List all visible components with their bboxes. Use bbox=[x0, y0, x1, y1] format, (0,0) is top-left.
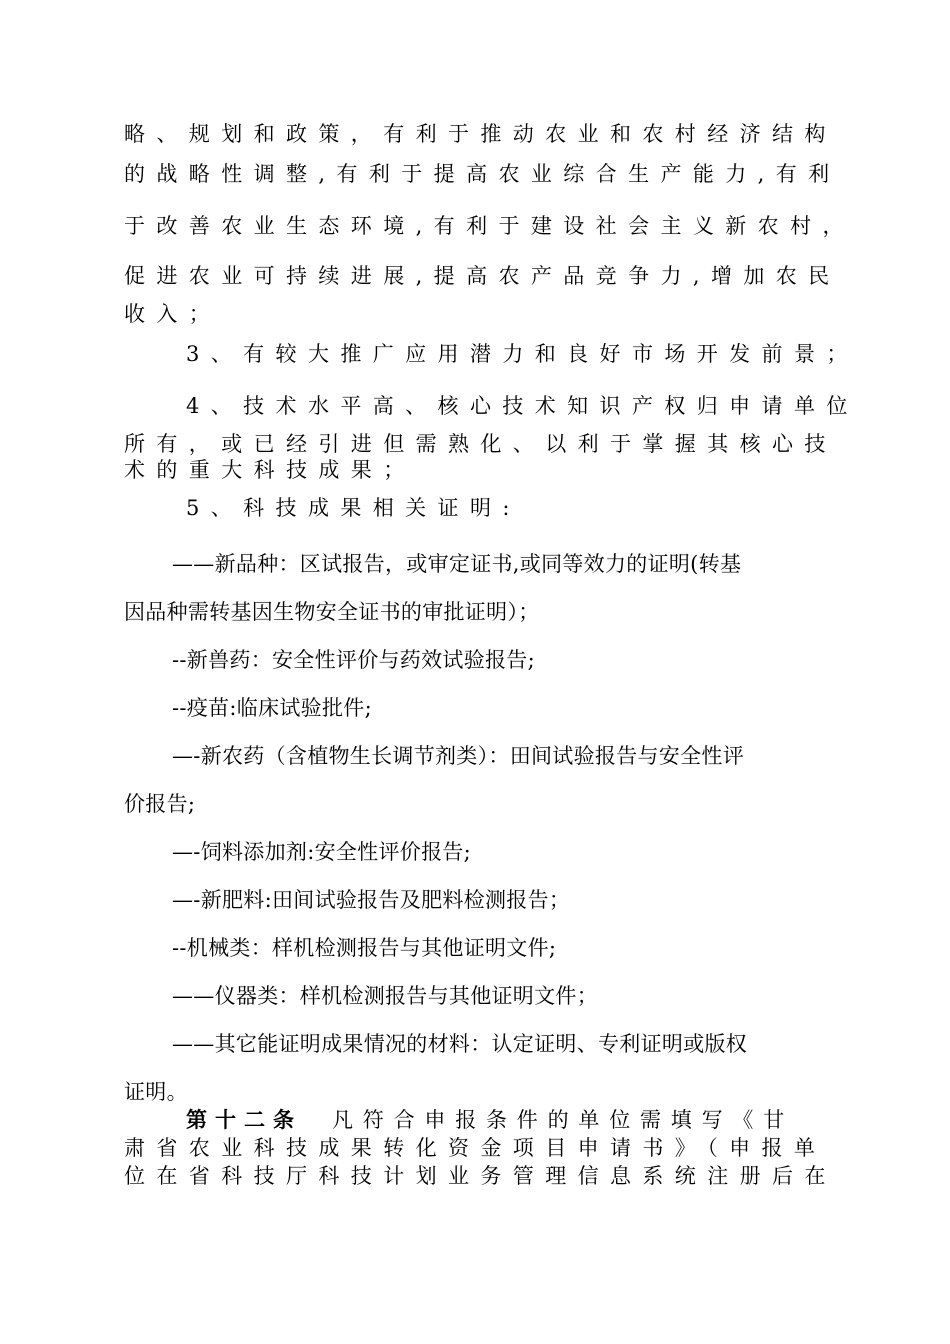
proof-veterinary-drug: --新兽药：安全性评价与药效试验报告; bbox=[172, 648, 535, 672]
article-heading: 第十二条 bbox=[186, 1107, 302, 1132]
article-12-first-line bbox=[186, 1106, 794, 1134]
proof-other-materials: ——其它能证明成果情况的材料：认定证明、专利证明或版权 bbox=[172, 1032, 748, 1056]
proof-instruments: ——仪器类：样机检测报告与其他证明文件； bbox=[172, 984, 598, 1008]
text-line: 位在省科技厅科技计划业务管理信息系统注册后在 bbox=[124, 1164, 837, 1188]
proof-machinery: --机械类：样机检测报告与其他证明文件; bbox=[172, 936, 557, 960]
proof-feed-additive: —-饲料添加剂:安全性评价报告; bbox=[172, 840, 472, 864]
list-item-4: 4、技术水平高、核心技术知识产权归申请单位 bbox=[186, 394, 859, 418]
text-line: 所有，或已经引进但需熟化、以利于掌握其核心技 bbox=[124, 432, 837, 456]
list-item-5: 5、科技成果相关证明: bbox=[186, 496, 521, 520]
text-line: 收入； bbox=[124, 302, 222, 326]
text-line: 促进农业可持续进展,提高农产品竞争力,增加农民 bbox=[124, 264, 841, 288]
list-item-3: 3、有较大推广应用潜力和良好市场开发前景； bbox=[186, 342, 859, 366]
proof-fertilizer: —-新肥料:田间试验报告及肥料检测报告； bbox=[172, 888, 571, 912]
text-line: 于改善农业生态环境,有利于建设社会主义新农村， bbox=[124, 214, 855, 238]
text-line: 因品种需转基因生物安全证书的审批证明）； bbox=[124, 600, 540, 624]
text-line: 证明。 bbox=[124, 1080, 188, 1104]
proof-vaccine: --疫苗:临床试验批件; bbox=[172, 696, 372, 720]
text-line: 术的重大科技成果； bbox=[124, 458, 416, 482]
proof-pesticide: —-新农药（含植物生长调节剂类）：田间试验报告与安全性评 bbox=[172, 744, 744, 768]
text-line: 略、规划和政策，有利于推动农业和农村经济结构 bbox=[124, 122, 837, 146]
text-line: 的战略性调整,有利于提高农业综合生产能力,有利 bbox=[124, 162, 841, 186]
proof-new-variety: ——新品种：区试报告，或审定证书,或同等效力的证明(转基 bbox=[172, 552, 742, 576]
text-line: 价报告; bbox=[124, 792, 196, 816]
text-line: 肃省农业科技成果转化资金项目申请书》（申报单 bbox=[124, 1136, 827, 1160]
article-text: 凡符合申报条件的单位需填写《甘 bbox=[332, 1108, 794, 1132]
